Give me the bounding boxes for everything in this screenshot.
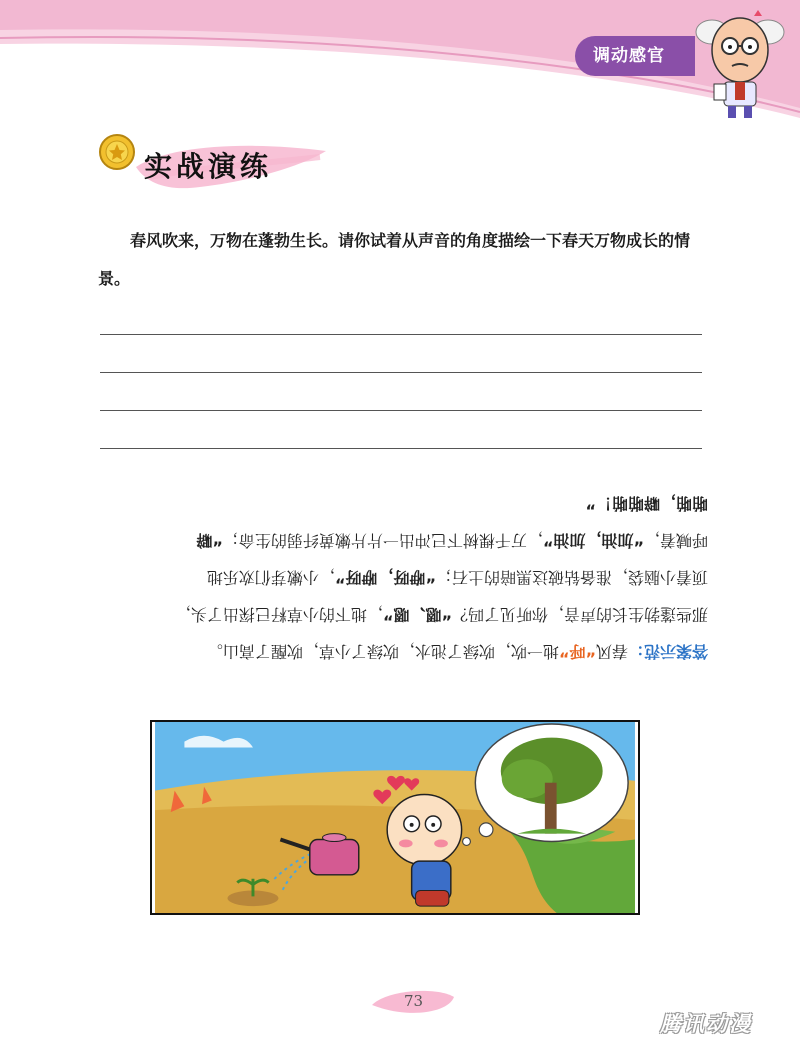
spring-cartoon-illustration — [150, 720, 640, 915]
answer-sound-word: “呼” — [558, 642, 596, 661]
answer-writing-line[interactable] — [100, 410, 702, 411]
practice-title: 实战演练 — [144, 150, 273, 183]
answer-writing-line[interactable] — [100, 334, 702, 335]
answer-text: 呼喊着， — [643, 531, 708, 550]
answer-writing-line[interactable] — [100, 372, 702, 373]
sample-answer-upside-down — [98, 494, 708, 670]
sample-answer-line — [98, 559, 708, 596]
exercise-prompt: 春风吹来，万物在蓬勃生长。请你试着从声音的角度描绘一下春天万物成长的情景。 — [98, 231, 691, 288]
professor-mascot-illustration — [690, 2, 790, 120]
page-number: 73 — [404, 992, 424, 1010]
answer-text: 顶着小脑袋，准备钻破这黑暗的土石； — [435, 568, 708, 587]
answer-text: ，地下的小草籽已探出了头， — [174, 605, 383, 624]
sample-answer-line — [98, 633, 708, 670]
answer-sound-word: “噼 — [196, 531, 223, 550]
section-tab: 调动感官 — [575, 36, 695, 76]
page-number-badge — [368, 985, 458, 1021]
answer-sound-word: “加油，加油” — [542, 531, 644, 550]
answer-writing-line[interactable] — [100, 448, 702, 449]
answer-text: 春风 — [595, 642, 628, 661]
answer-sound-word: “咿呀，咿呀” — [334, 568, 436, 587]
answer-text: ，万千棵树下已冲出一片片嫩黄纤弱的生命； — [222, 531, 543, 550]
answer-text: 地一吹，吹绿了池水，吹绿了小草，吹醒了高山。 — [206, 642, 559, 661]
answer-text: 那些蓬勃生长的声音，你听见了吗？ — [451, 605, 708, 624]
star-medal-icon — [98, 133, 136, 171]
answer-sound-word: “嗯、嗯” — [382, 605, 452, 624]
practice-heading — [90, 125, 330, 195]
watermark: 腾讯动漫 — [660, 1012, 752, 1036]
sample-answer-label: 答案示范： — [627, 642, 708, 661]
sample-answer-line — [98, 596, 708, 633]
sample-answer-line — [98, 485, 708, 522]
sample-answer-line — [98, 522, 708, 559]
answer-text: ，小嫩芽们欢乐地 — [206, 568, 335, 587]
answer-sound-word: 啪啪，噼啪啪！” — [585, 494, 708, 513]
